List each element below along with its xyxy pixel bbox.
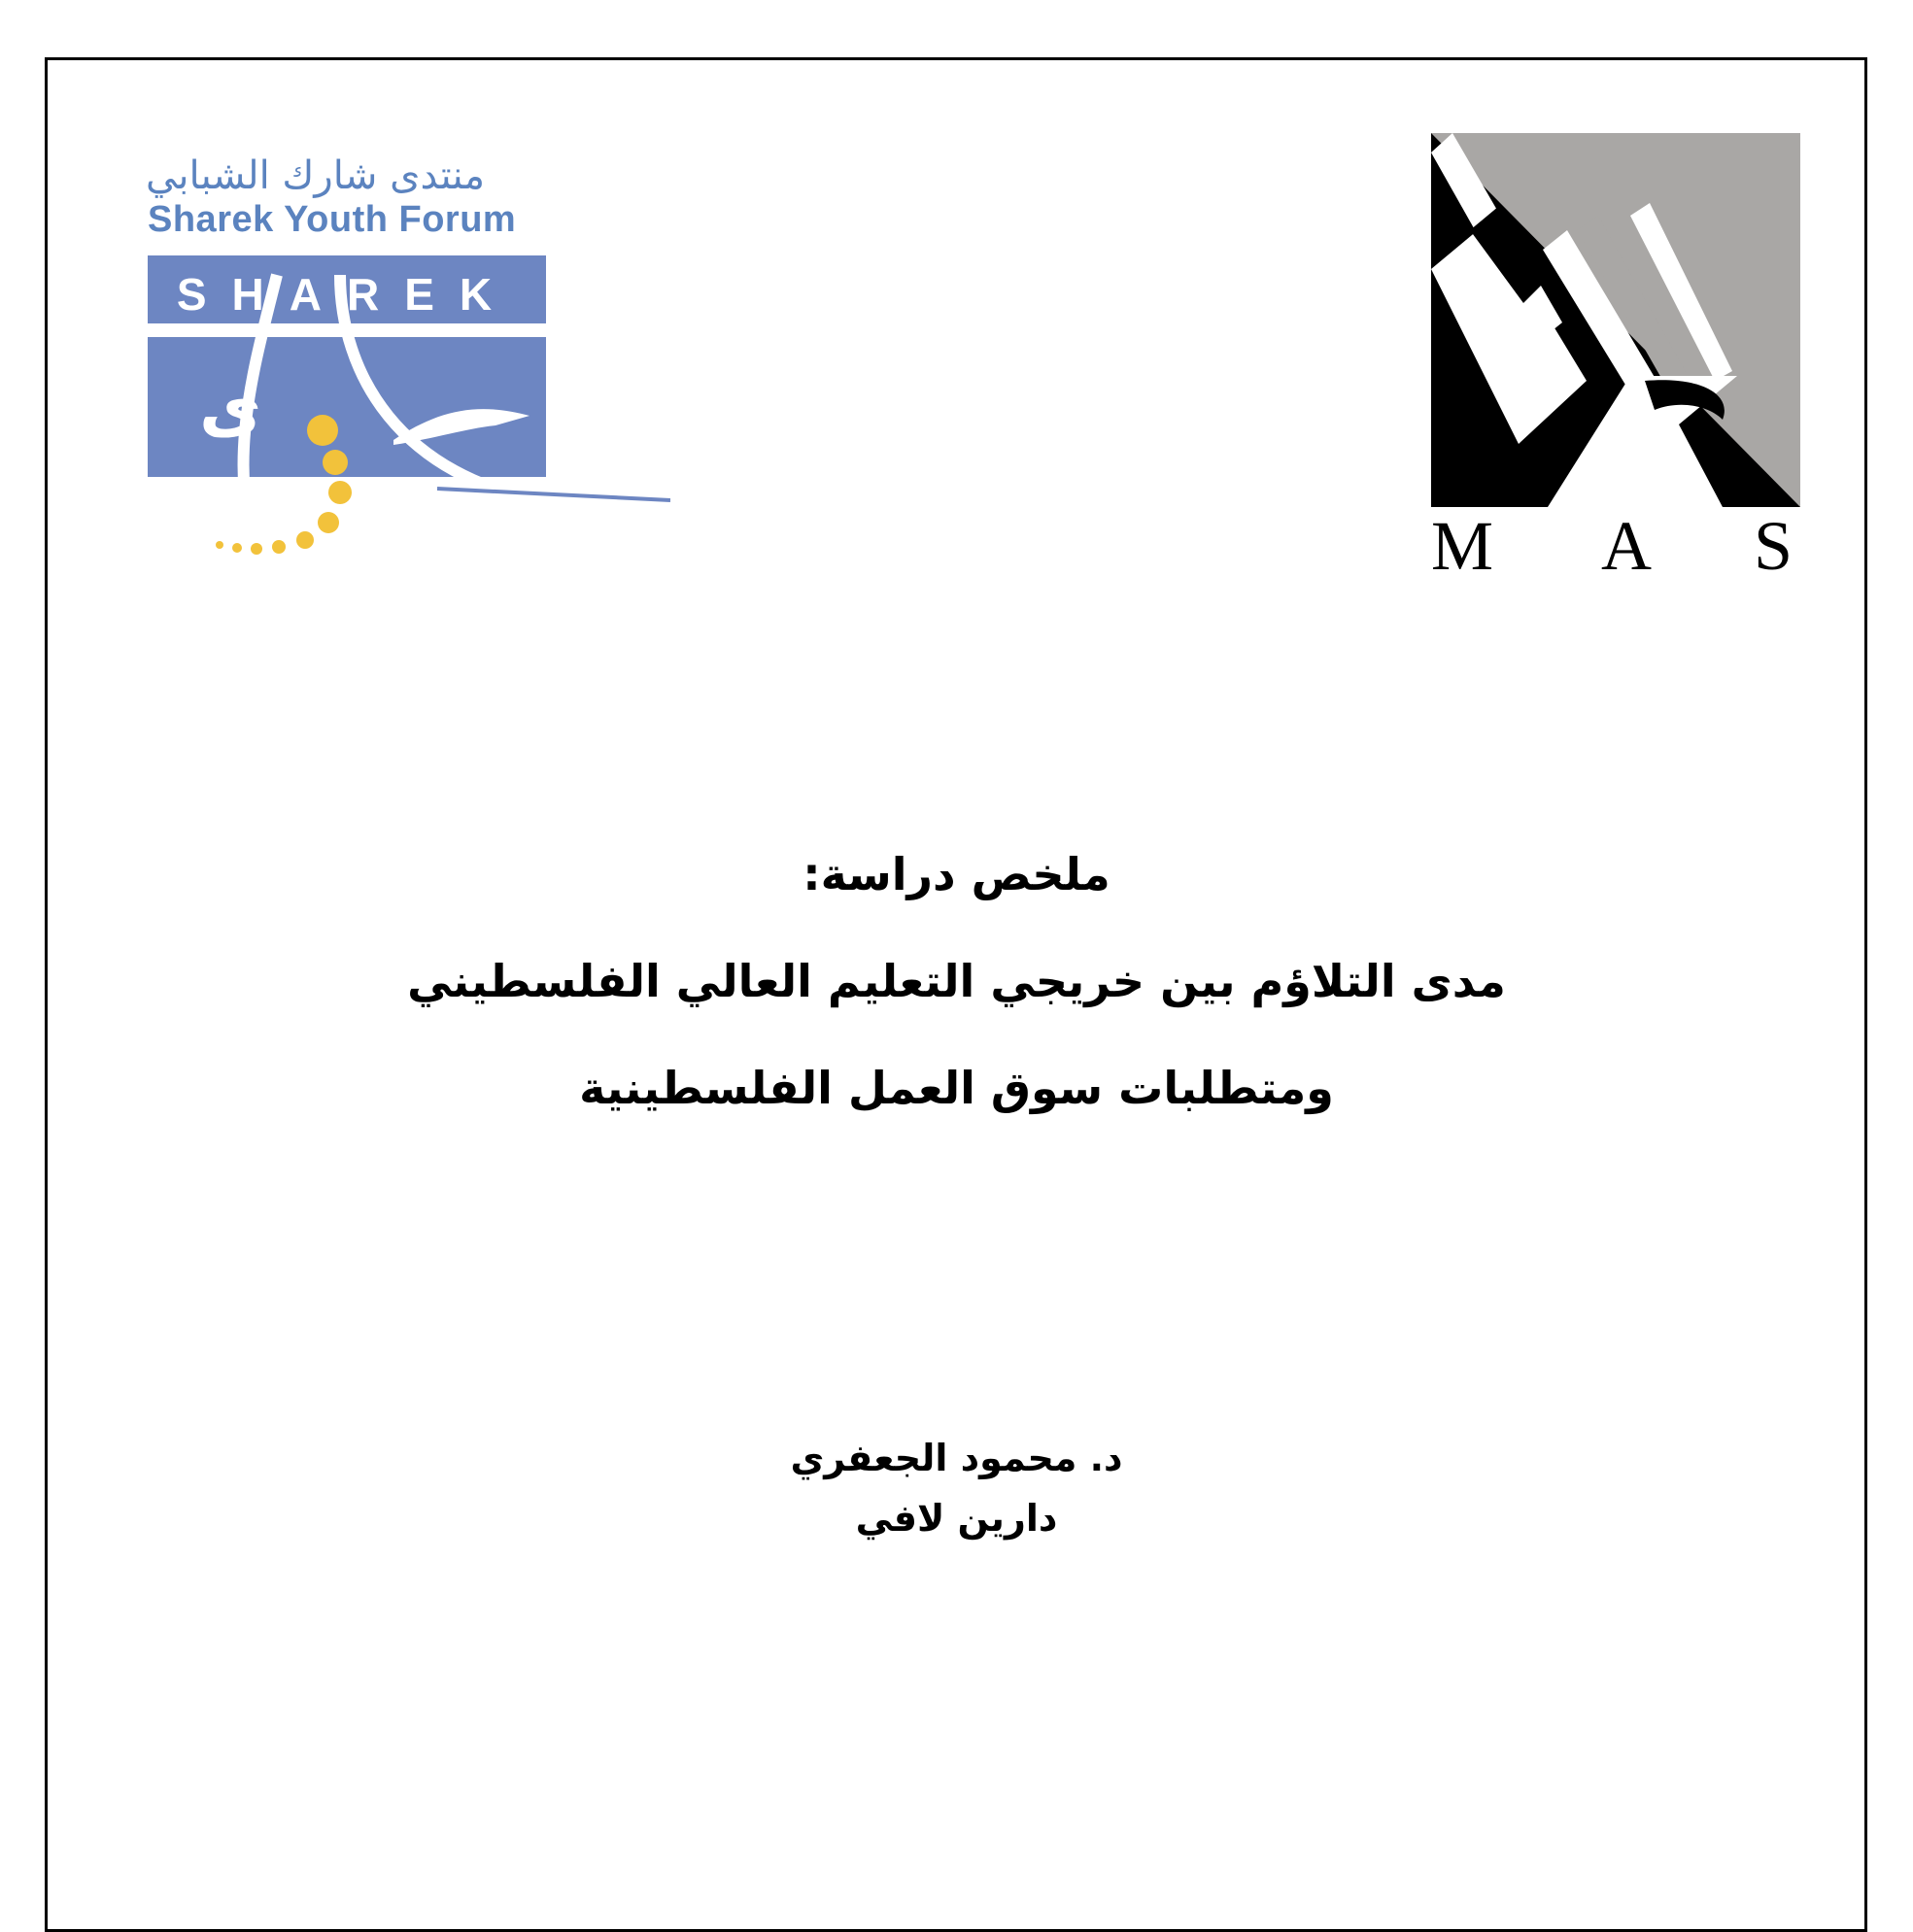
sharek-emblem [146, 255, 670, 571]
mas-dot [1708, 449, 1733, 474]
sharek-arabic-name: منتدى شارك الشبابي [146, 153, 486, 198]
sharek-arabic-mark: ى [199, 367, 262, 447]
sharek-dot [232, 543, 242, 553]
sharek-dot [296, 531, 314, 549]
sharek-english-name: Sharek Youth Forum [148, 199, 517, 240]
authors [194, 1428, 1719, 1548]
mas-letters [1431, 507, 1800, 585]
document-title [194, 821, 1719, 1141]
title-line-2: ومتطلبات سوق العمل الفلسطينية [579, 1062, 1334, 1114]
sharek-banner-text: SHAREK [176, 269, 518, 320]
mas-letter-s: S [1754, 507, 1793, 585]
mas-emblem [1431, 133, 1800, 512]
author-1: د. محمود الجعفري [790, 1437, 1123, 1479]
mas-logo [1431, 133, 1800, 585]
mas-letter-a: A [1601, 507, 1652, 585]
sharek-dot [251, 543, 262, 555]
author-2: دارين لافي [855, 1497, 1058, 1540]
sharek-dot [272, 540, 286, 554]
mas-letter-m: M [1431, 507, 1494, 585]
sharek-dot [216, 541, 223, 549]
sharek-dot [307, 415, 338, 446]
title-heading: ملخص دراسة: [803, 848, 1110, 900]
sharek-dot [328, 481, 352, 504]
sharek-dot [318, 512, 339, 533]
sharek-logo [146, 153, 670, 571]
sharek-dot [323, 450, 348, 475]
title-line-1: مدى التلاؤم بين خريجي التعليم العالي الفلسطيني [407, 955, 1506, 1007]
